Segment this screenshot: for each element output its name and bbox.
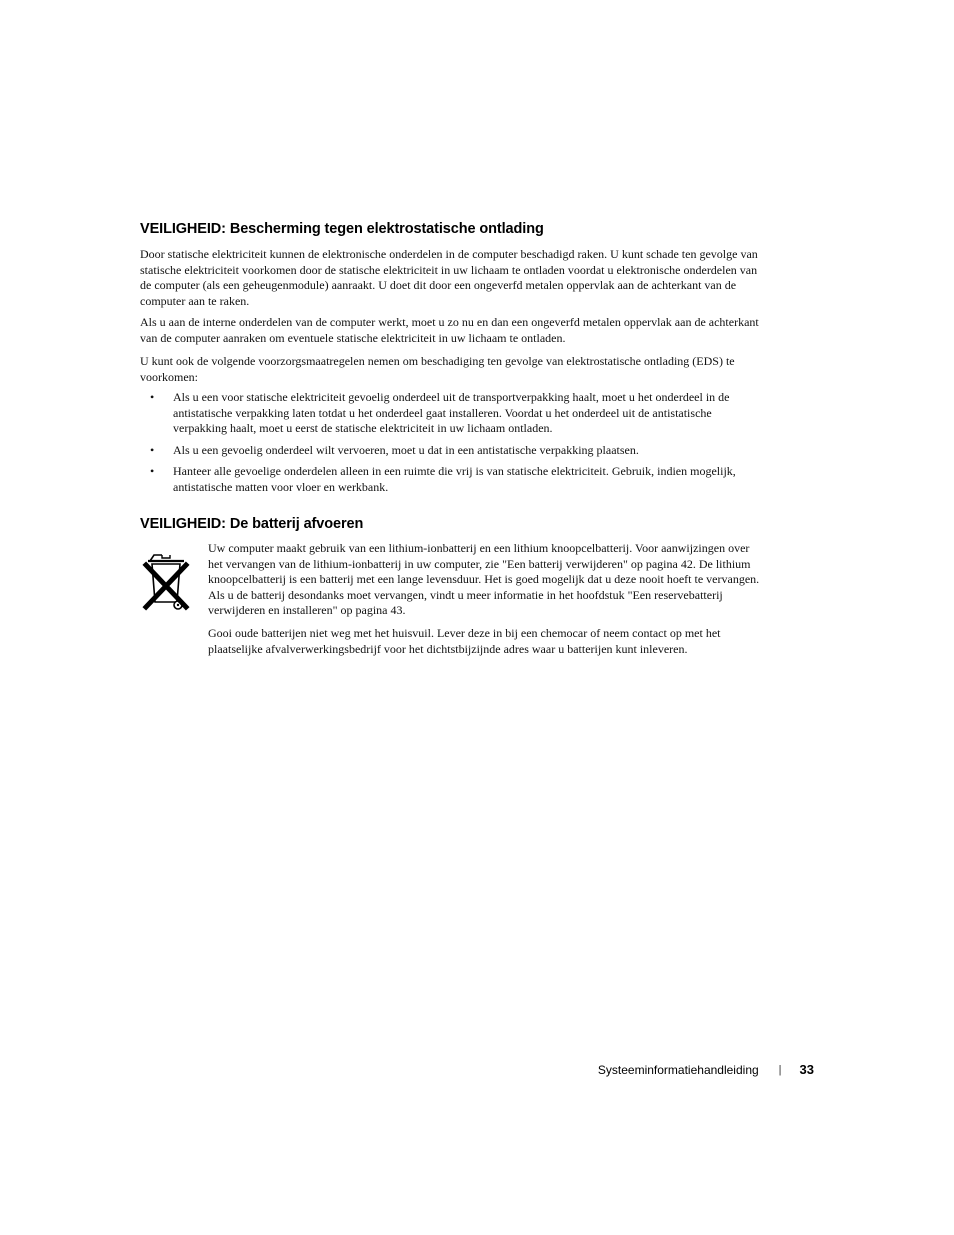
- battery-paragraph-1: Uw computer maakt gebruik van een lithium-ionbatterij en een lithium knoopcelbatterij. Voor aanwijzingen over het vervangen van de lithium-ionbatterij in uw computer, zie "Een batterij verwijderen" op pagina 42. De lithium knoopcelbatterij is een batterij met een lange levensduur. Het is goed mogelijk dat u deze nooit hoeft te vervangen. Als u de batterij desondanks moet vervangen, vindt u meer informatie in het hoofdstuk "Een reservebatterij verwijderen en installeren" op pagina 43.: [208, 541, 760, 618]
- esd-precautions-list: [140, 390, 760, 496]
- bullet-marker: •: [150, 464, 155, 479]
- bullet-marker: •: [150, 442, 155, 457]
- list-item-text: Als u een voor statische elektriciteit gevoelig onderdeel uit de transportverpakking haalt, moet u het onderdeel in de antistatische verpakking laten totdat u het onderdeel gaat installeren. Voordat u het onderdeel uit de antistatische verpakking haalt, moet u eerst de statische elektriciteit in uw lichaam ontladen.: [173, 390, 730, 436]
- esd-paragraph-1: Door statische elektriciteit kunnen de elektronische onderdelen in de computer beschadigd raken. U kunt schade ten gevolge van statische elektriciteit voorkomen door de statische elektriciteit in uw lichaam te ontladen voordat u elektronische onderdelen van de computer (als een geheugenmodule) aanraakt. U doet dit door een ongeverfd metalen oppervlak aan de achterkant van de computer aan te raken.: [140, 247, 758, 308]
- bullet-marker: •: [150, 390, 155, 404]
- list-item: [140, 443, 760, 459]
- page-footer: [598, 1062, 814, 1077]
- section-heading-battery: VEILIGHEID: De batterij afvoeren: [140, 516, 364, 532]
- page-number: 33: [799, 1062, 814, 1077]
- list-item: [140, 390, 760, 437]
- list-item-text: Als u een gevoelig onderdeel wilt vervoeren, moet u dat in een antistatische verpakking plaatsen.: [173, 442, 639, 457]
- footer-separator: |: [778, 1063, 782, 1076]
- esd-paragraph-3: U kunt ook de volgende voorzorgsmaatregelen nemen om beschadiging ten gevolge van elektrostatische ontlading (EDS) te voorkomen:: [140, 354, 735, 384]
- battery-paragraph-2: Gooi oude batterijen niet weg met het huisvuil. Lever deze in bij een chemocar of neem contact op met het plaatselijke afvalverwerkingsbedrijf voor het dichtstbijzijnde adres waar u batterijen kunt inleveren.: [208, 626, 721, 656]
- list-item: [140, 464, 760, 495]
- list-item-text: Hanteer alle gevoelige onderdelen alleen in een ruimte die vrij is van statische elektriciteit. Gebruik, indien mogelijk, antistatische matten voor vloer en werkbank.: [173, 464, 736, 494]
- esd-paragraph-2: Als u aan de interne onderdelen van de computer werkt, moet u zo nu en dan een ongeverfd metalen oppervlak aan de achterkant van de computer aanraken om eventuele statische elektriciteit in uw lichaam te ontladen.: [140, 315, 759, 345]
- crossed-out-wheelie-bin-icon: [140, 549, 194, 613]
- manual-title: Systeeminformatiehandleiding: [597, 1062, 759, 1077]
- section-heading-esd: VEILIGHEID: Bescherming tegen elektrostatische ontlading: [140, 221, 544, 237]
